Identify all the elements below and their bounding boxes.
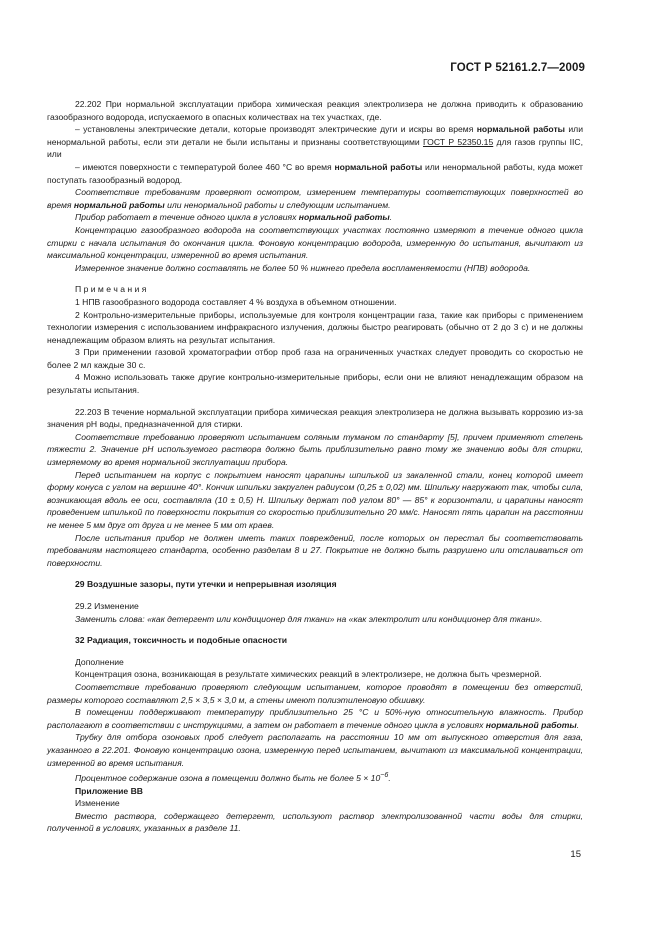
note-2: 2 Контрольно-измерительные приборы, используемые для контроля концентрации газа, такие как приборы с применением технологии измерения с использованием инфракрасного излучения, должны быстро реагировать (обычно от 2 до 3 с) и не должны ненадлежащим образом влиять на результат испытания.: [47, 309, 583, 345]
standard-header: ГОСТ Р 52161.2.7—2009: [450, 62, 585, 74]
replacement-text: Заменить слова: «как детергент или кондиционер для ткани» на «как электролит или кондиционер для ткани».: [75, 613, 543, 624]
room-conditions: В помещении поддерживают температуру приблизительно 25 °С и 50%-ную относительную влажность. Прибор располагают в соответствии с инструкциями, а затем он работает в течение одного цикла в условиях нормальной работы.: [47, 707, 583, 730]
appendix-bb-heading: Приложение ВВ: [75, 785, 144, 796]
concentration-text: Концентрацию газообразного водорода на соответствующих участках постоянно измеряют в течение одного цикла стирки с начала испытания до окончания цикла. Фоновую концентрацию водорода, измеренную до испытания, вычитают из максимальной концентрации, измеренной во время испытания.: [47, 224, 583, 261]
appendix-text: Вместо раствора, содержащего детергент, используют раствор электролизованной части воды для стирки, полученной в условиях, указанных в разделе 11.: [47, 810, 583, 834]
clause-number: 22.202: [75, 99, 102, 109]
tube-placement: Трубку для отбора озоновых проб следует располагать на расстоянии 10 мм от выпускного отверстия для газа, указанного в 22.201. Фоновую концентрацию озона, измеренную перед испытанием, вычитают из максимальной концентрации, измеренной во время испытания.: [47, 732, 583, 768]
subclause-29-2: 29.2 Изменение: [75, 600, 139, 611]
compliance-check: Соответствие требованиям проверяют осмотром, измерением температуры соответствующих поверхностей во время нормальной работы или ненормальной работы и следующим испытанием.: [47, 187, 583, 210]
page-number: 15: [570, 849, 581, 860]
note-3: 3 При применении газовой хроматографии отбор проб газа на ограниченных участках следует проводить со скоростью не более 2 мл каждые 30 с.: [47, 347, 583, 370]
document-body: [47, 98, 583, 835]
ozone-check: Соответствие требованию проверяют следующим испытанием, которое проводят в помещении без отверстий, размеры которого составляют 2,5 × 3,5 × 3,0 м, а стены имеют полиэтиленовую обшивку.: [47, 681, 583, 705]
appendix-change-label: Изменение: [75, 798, 120, 809]
ozone-limit: Процентное содержание озона в помещении должно быть не более $5 \times 10^{-6}$.: [75, 771, 391, 783]
condition-dash-2: – имеются поверхности с температурой более 460 °С во время нормальной работы или ненормальной работы, куда может поступать газообразный водород.: [47, 161, 583, 185]
scratch-procedure: Перед испытанием на корпус с покрытием наносят царапины шпилькой из закаленной стали, конец которой имеет форму конуса с углом на вершине 40°. Кончик шпильки закруглен радиусом (0,25 ± 0,02) мм. Шпильку нагружают так, чтобы сила, возникающая вдоль ее оси, составляла (10 ± 0,5) Н. Шпильку держат под углом 80° — 85° к горизонтали, и царапины наносят проведением шпилькой по поверхности покрытия со скоростью приблизительно 20 мм/с. Наносят пять царапин на расстоянии не менее 5 мм друг от друга и не менее 5 мм от краев.: [47, 469, 583, 530]
note-1: 1 НПВ газообразного водорода составляет 4 % воздуха в объемном отношении.: [75, 296, 397, 307]
salt-spray-check: Соответствие требованию проверяют испытанием соляным туманом по стандарту [5], причем применяют степень тяжести 2. Значение pH используемого раствора должно быть приблизительно равно тому же значению воды для стирки, измеряемому во время нормальной эксплуатации прибора.: [47, 431, 583, 468]
clause-22-202: 22.202 При нормальной эксплуатации прибора химическая реакция электролизера не должна приводить к образованию газообразного водорода, испускаемого в опасных количествах на тех участках, где.: [47, 99, 583, 122]
ozone-requirement: Концентрация озона, возникающая в результате химических реакций в электролизере, не должна быть чрезмерной.: [75, 669, 542, 680]
measured-value-text: Измеренное значение должно составлять не более 50 % нижнего предела воспламеняемости (НПВ) водорода.: [75, 262, 531, 273]
operation-text: Прибор работает в течение одного цикла в условиях нормальной работы.: [75, 212, 393, 223]
note-4: 4 Можно использовать также другие контрольно-измерительные приборы, если они не влияют ненадлежащим образом на результаты испытания.: [47, 372, 583, 396]
notes-title: П р и м е ч а н и я: [75, 284, 147, 295]
condition-dash-1: – установлены электрические детали, которые производят электрические дуги и искры во время нормальной работы или ненормальной работы, если эти детали не были испытаны и признаны соответствующими ГОСТ Р 52350.15 для газов группы IIC, или: [47, 124, 583, 160]
section-29-heading: 29 Воздушные зазоры, пути утечки и непрерывная изоляция: [75, 579, 337, 590]
section-32-heading: 32 Радиация, токсичность и подобные опасности: [75, 635, 288, 646]
addition-label: Дополнение: [75, 656, 124, 667]
after-test-text: После испытания прибор не должен иметь таких повреждений, после которых он перестал бы соответствовать требованиям настоящего стандарта, особенно разделам 8 и 27. Покрытие не должно быть разрушено или отслаиваться от поверхности.: [47, 532, 583, 568]
gost-reference-link[interactable]: ГОСТ Р 52350.15: [422, 136, 494, 147]
clause-22-203: 22.203 В течение нормальной эксплуатации прибора химическая реакция электролизера не должна вызывать коррозию из-за значения pH воды, предназначенной для стирки.: [47, 406, 583, 430]
